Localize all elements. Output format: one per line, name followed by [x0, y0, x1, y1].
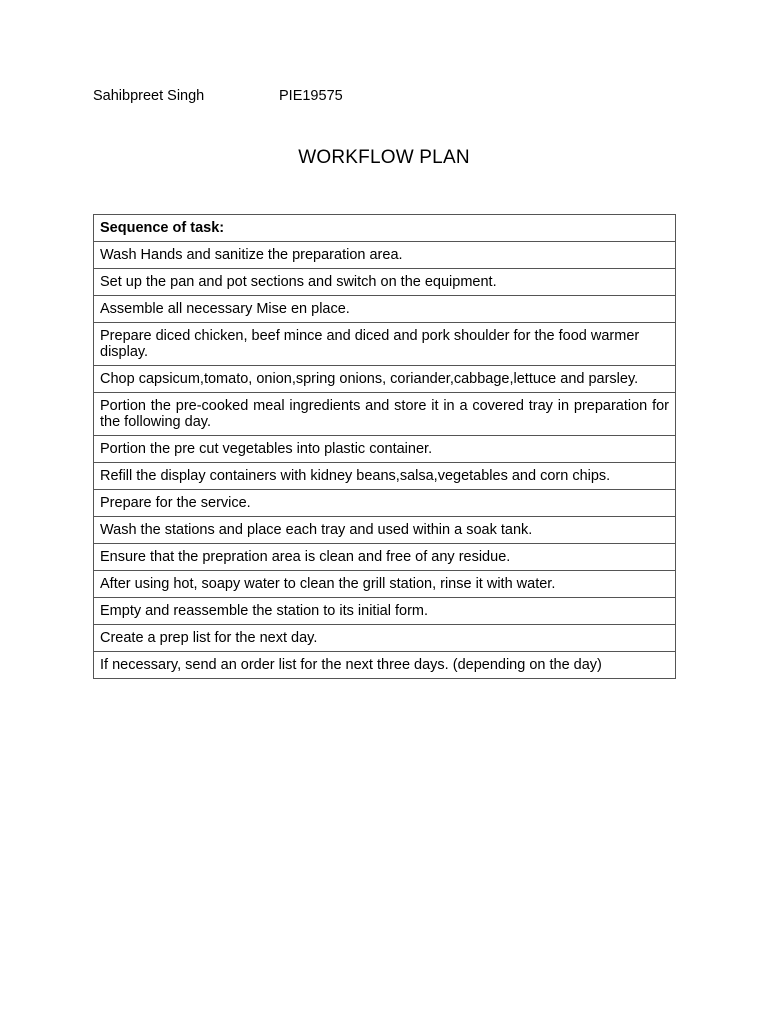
task-cell: Portion the pre cut vegetables into plastic container.: [94, 436, 676, 463]
task-cell: Create a prep list for the next day.: [94, 625, 676, 652]
task-cell: Prepare diced chicken, beef mince and diced and pork shoulder for the food warmer display.: [94, 323, 676, 366]
document-header: [93, 86, 343, 106]
task-cell: Prepare for the service.: [94, 490, 676, 517]
table-row: [94, 366, 676, 393]
table-row: [94, 323, 676, 366]
task-cell: Wash Hands and sanitize the preparation area.: [94, 242, 676, 269]
table-row: [94, 598, 676, 625]
table-row: [94, 393, 676, 436]
table-row: [94, 296, 676, 323]
task-cell: Empty and reassemble the station to its initial form.: [94, 598, 676, 625]
table-row: [94, 544, 676, 571]
table-row: [94, 490, 676, 517]
task-cell: Refill the display containers with kidney beans,salsa,vegetables and corn chips.: [94, 463, 676, 490]
student-id: PIE19575: [279, 88, 343, 104]
task-cell: Chop capsicum,tomato, onion,spring onions, coriander,cabbage,lettuce and parsley.: [94, 366, 676, 393]
table-row: [94, 571, 676, 598]
task-cell: If necessary, send an order list for the next three days. (depending on the day): [94, 652, 676, 679]
task-cell: After using hot, soapy water to clean the grill station, rinse it with water.: [94, 571, 676, 598]
task-cell: Set up the pan and pot sections and switch on the equipment.: [94, 269, 676, 296]
table-header-row: [94, 215, 676, 242]
table-row: [94, 242, 676, 269]
table-row: [94, 269, 676, 296]
table-row: [94, 625, 676, 652]
task-sequence-table: [93, 214, 676, 679]
table-row: [94, 652, 676, 679]
student-name: Sahibpreet Singh: [93, 88, 205, 104]
page-title: WORKFLOW PLAN: [298, 147, 470, 168]
task-cell: Ensure that the prepration area is clean and free of any residue.: [94, 544, 676, 571]
task-cell: Portion the pre-cooked meal ingredients and store it in a covered tray in preparation for the following day.: [94, 393, 676, 436]
task-cell: Assemble all necessary Mise en place.: [94, 296, 676, 323]
task-cell: Wash the stations and place each tray and used within a soak tank.: [94, 517, 676, 544]
table-row: [94, 436, 676, 463]
table-row: [94, 517, 676, 544]
table-row: [94, 463, 676, 490]
table-heading: Sequence of task:: [94, 215, 676, 242]
